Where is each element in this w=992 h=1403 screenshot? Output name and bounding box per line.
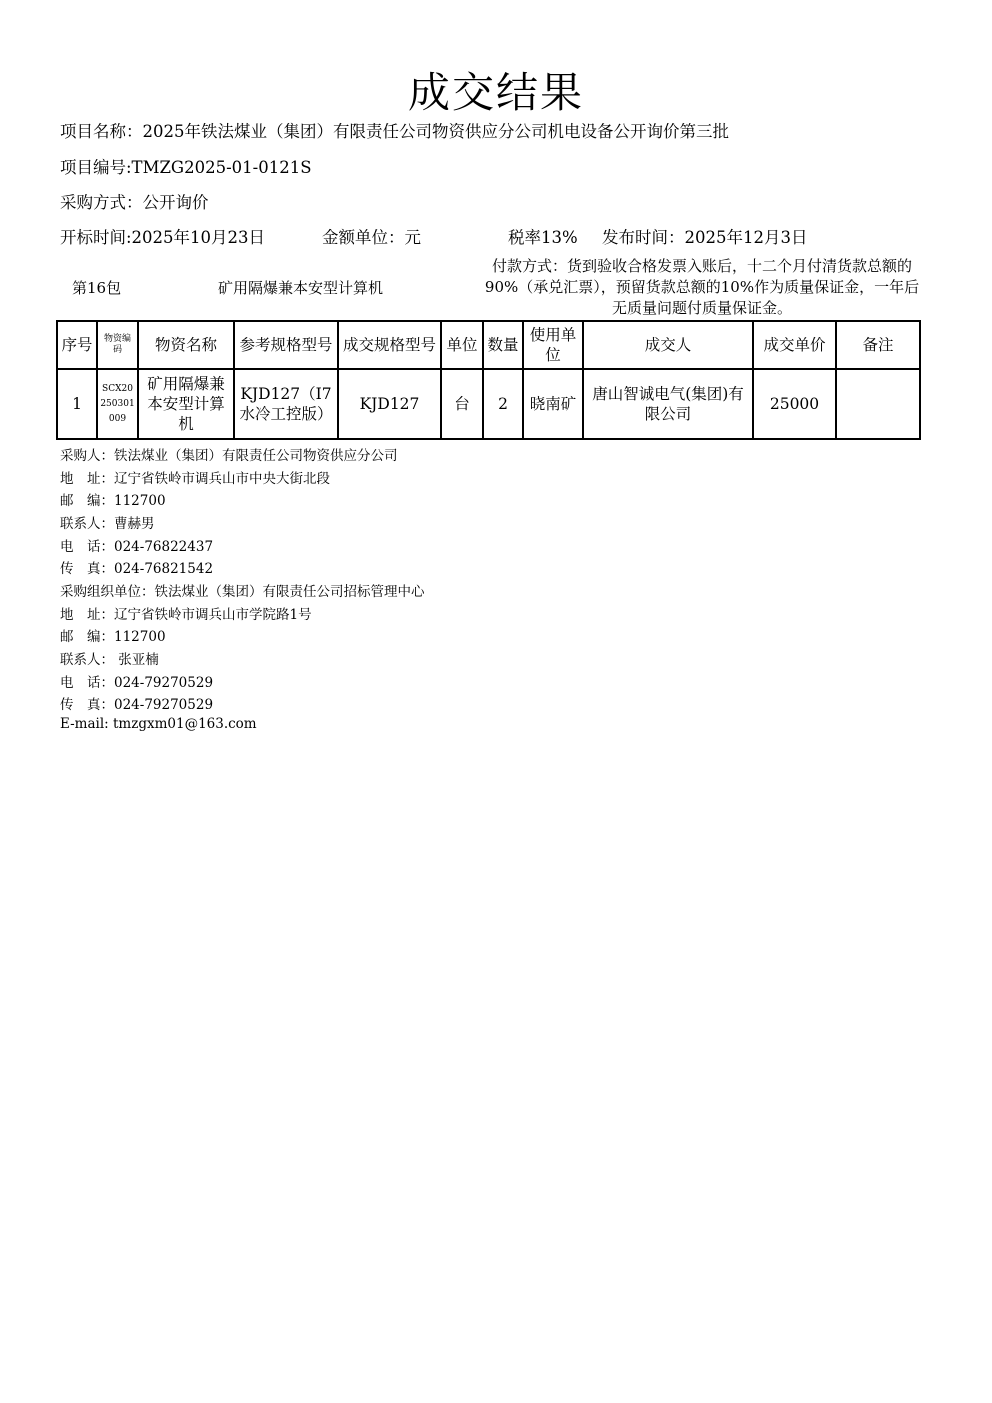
header-material-code: 物资编码 bbox=[97, 321, 138, 369]
cell-unit: 台 bbox=[441, 369, 483, 439]
header-material-name: 物资名称 bbox=[138, 321, 234, 369]
agency-address: 地 址：辽宁省铁岭市调兵山市学院路1号 bbox=[60, 607, 312, 623]
purchaser-contact: 联系人：曹赫男 bbox=[60, 516, 155, 532]
page-title: 成交结果 bbox=[407, 68, 584, 117]
package-name: 矿用隔爆兼本安型计算机 bbox=[218, 279, 384, 297]
cell-ref-spec: KJD127（I7水冷工控版） bbox=[234, 369, 338, 439]
cell-winner: 唐山智诚电气(集团)有限公司 bbox=[583, 369, 753, 439]
cell-remarks bbox=[836, 369, 920, 439]
cell-unit-price: 25000 bbox=[753, 369, 836, 439]
currency-unit: 金额单位：元 bbox=[322, 228, 421, 247]
header-quantity: 数量 bbox=[483, 321, 523, 369]
package-number: 第16包 bbox=[72, 279, 122, 297]
header-deal-spec: 成交规格型号 bbox=[338, 321, 441, 369]
table-row bbox=[57, 369, 920, 439]
header-ref-spec: 参考规格型号 bbox=[234, 321, 338, 369]
purchaser-address: 地 址：辽宁省铁岭市调兵山市中央大街北段 bbox=[60, 471, 330, 487]
agency-email[interactable]: E-mail: tmzgxm01@163.com bbox=[60, 716, 257, 732]
cell-user-unit: 晓南矿 bbox=[523, 369, 583, 439]
cell-quantity: 2 bbox=[483, 369, 523, 439]
cell-deal-spec: KJD127 bbox=[338, 369, 441, 439]
purchaser-phone: 电 话：024-76822437 bbox=[60, 539, 214, 555]
purchaser-postcode: 邮 编：112700 bbox=[60, 493, 166, 509]
header-unit: 单位 bbox=[441, 321, 483, 369]
purchaser-fax: 传 真：024-76821542 bbox=[60, 561, 214, 577]
cell-index: 1 bbox=[57, 369, 97, 439]
cell-material-name: 矿用隔爆兼本安型计算机 bbox=[138, 369, 234, 439]
payment-terms: 付款方式：货到验收合格发票入账后，十二个月付清货款总额的90%（承兑汇票），预留货款总额的10%作为质量保证金，一年后无质量问题付质量保证金。 bbox=[484, 257, 920, 317]
agency-fax: 传 真：024-79270529 bbox=[60, 697, 214, 713]
publish-time: 发布时间：2025年12月3日 bbox=[602, 228, 808, 247]
purchaser-name: 采购人：铁法煤业（集团）有限责任公司物资供应分公司 bbox=[60, 448, 398, 464]
project-number: 项目编号:TMZG2025-01-0121S bbox=[60, 158, 312, 177]
procurement-method: 采购方式：公开询价 bbox=[60, 193, 209, 212]
bid-open-time: 开标时间:2025年10月23日 bbox=[60, 228, 266, 247]
agency-phone: 电 话：024-79270529 bbox=[60, 675, 214, 691]
agency-contact: 联系人： 张亚楠 bbox=[60, 652, 159, 668]
agency-postcode: 邮 编：112700 bbox=[60, 629, 166, 645]
header-remarks: 备注 bbox=[836, 321, 920, 369]
header-user-unit: 使用单位 bbox=[523, 321, 583, 369]
tax-rate: 税率13% bbox=[508, 228, 578, 247]
project-name: 项目名称：2025年铁法煤业（集团）有限责任公司物资供应分公司机电设备公开询价第三批 bbox=[60, 122, 729, 141]
header-index: 序号 bbox=[57, 321, 97, 369]
table-header-row bbox=[57, 321, 920, 369]
agency-name: 采购组织单位：铁法煤业（集团）有限责任公司招标管理中心 bbox=[60, 584, 425, 600]
cell-material-code: SCX20250301009 bbox=[97, 369, 138, 439]
header-unit-price: 成交单价 bbox=[753, 321, 836, 369]
result-table bbox=[56, 320, 921, 440]
header-winner: 成交人 bbox=[583, 321, 753, 369]
